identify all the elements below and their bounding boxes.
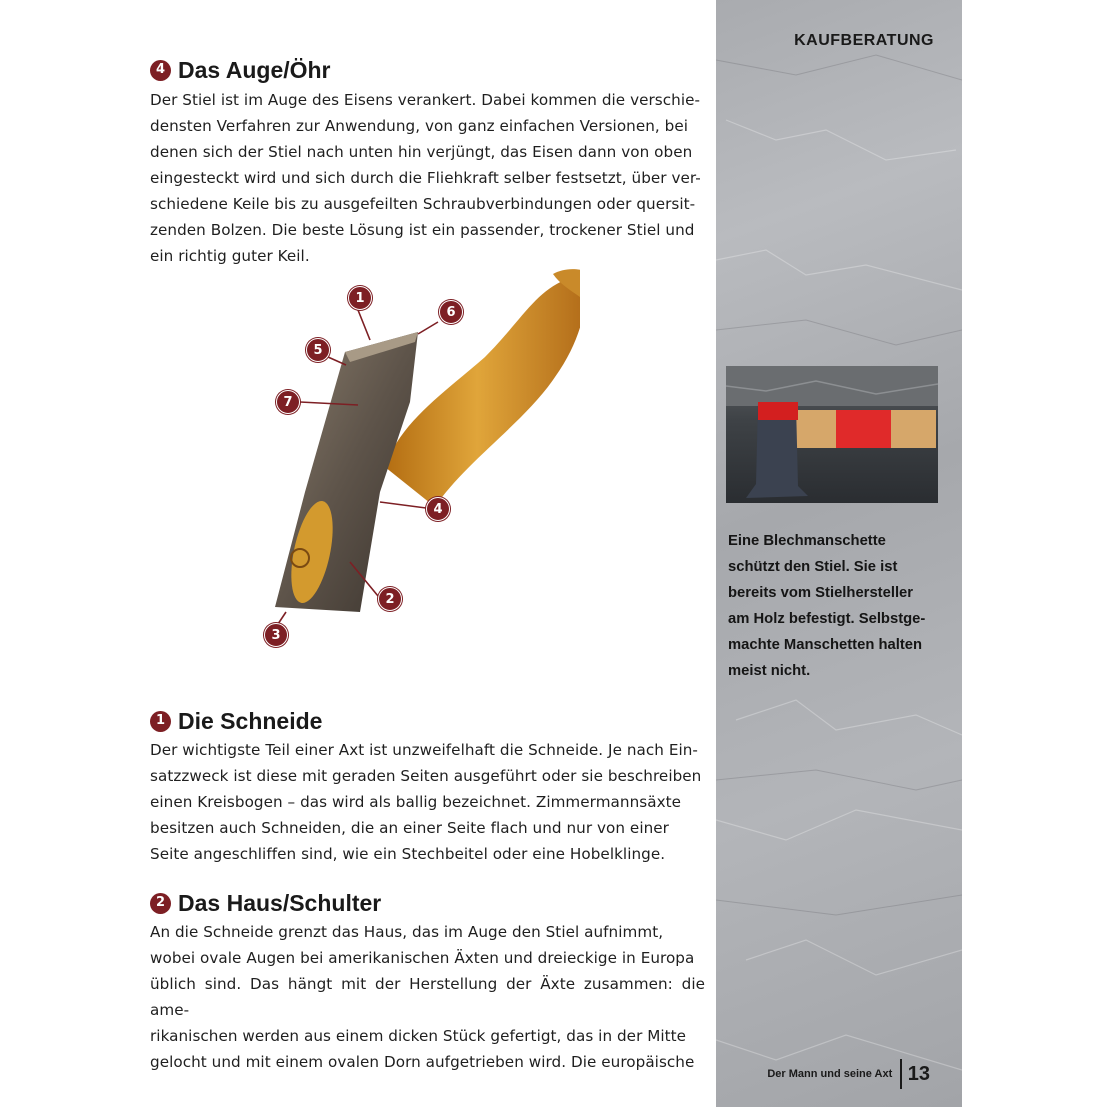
callout-4: 4 bbox=[426, 497, 450, 521]
section-title-haus bbox=[150, 889, 381, 917]
section-number-badge: 2 bbox=[150, 893, 171, 914]
photo-caption bbox=[728, 528, 950, 684]
section-label: KAUFBERATUNG bbox=[794, 32, 934, 49]
section-title-auge bbox=[150, 56, 331, 84]
callout-1: 1 bbox=[348, 286, 372, 310]
axe-photo bbox=[726, 366, 938, 503]
photo-red-band bbox=[758, 402, 798, 420]
axe-handle bbox=[385, 280, 580, 507]
section-title-text: Das Auge/Öhr bbox=[178, 57, 331, 83]
caption-line: am Holz befestigt. Selbstge- bbox=[728, 611, 926, 627]
callout-6: 6 bbox=[439, 300, 463, 324]
section-number-badge: 4 bbox=[150, 60, 171, 81]
text-line: Der wichtigste Teil einer Axt ist unzweifelhaft die Schneide. Je nach Ein- bbox=[150, 741, 698, 759]
photo-metal-collar bbox=[836, 410, 891, 448]
text-line: besitzen auch Schneiden, die an einer Seite flach und nur von einer bbox=[150, 819, 669, 837]
footer-divider bbox=[900, 1059, 902, 1089]
caption-line: Eine Blechmanschette bbox=[728, 533, 886, 549]
paragraph-schneide bbox=[150, 737, 705, 867]
text-line: üblich sind. Das hängt mit der Herstellung der Äxte zusammen: die ame- bbox=[150, 975, 705, 1019]
section-title-text: Das Haus/Schulter bbox=[178, 890, 382, 916]
axe-illustration bbox=[250, 262, 580, 662]
paragraph-haus bbox=[150, 919, 705, 1075]
text-line: Seite angeschliffen sind, wie ein Stechbeitel oder eine Hobelklinge. bbox=[150, 845, 666, 863]
text-line: denen sich der Stiel nach unten hin verjüngt, das Eisen dann von oben bbox=[150, 143, 693, 161]
text-line: eingesteckt wird und sich durch die Fliehkraft selber festsetzt, über ver- bbox=[150, 169, 701, 187]
section-title-schneide bbox=[150, 707, 322, 735]
axe-photo-illustration bbox=[726, 366, 938, 503]
text-line: densten Verfahren zur Anwendung, von ganz einfachen Versionen, bei bbox=[150, 117, 689, 135]
text-line: Der Stiel ist im Auge des Eisens verankert. Dabei kommen die verschie- bbox=[150, 91, 701, 109]
text-line: einen Kreisbogen – das wird als ballig bezeichnet. Zimmermannsäxte bbox=[150, 793, 682, 811]
text-line: schiedene Keile bis zu ausgefeilten Schraubverbindungen oder quersit- bbox=[150, 195, 696, 213]
callout-3: 3 bbox=[264, 623, 288, 647]
caption-line: schützt den Stiel. Sie ist bbox=[728, 559, 898, 575]
paragraph-auge bbox=[150, 87, 705, 269]
caption-line: machte Manschetten halten bbox=[728, 637, 923, 653]
stone-sidebar bbox=[716, 0, 962, 1107]
caption-line: meist nicht. bbox=[728, 663, 811, 679]
section-title-text: Die Schneide bbox=[178, 708, 323, 734]
callout-2: 2 bbox=[378, 587, 402, 611]
callout-7: 7 bbox=[276, 390, 300, 414]
text-line: satzzweck ist diese mit geraden Seiten ausgeführt oder sie beschreiben bbox=[150, 767, 702, 785]
text-line: An die Schneide grenzt das Haus, das im Auge den Stiel aufnimmt, bbox=[150, 923, 664, 941]
page-number: 13 bbox=[907, 1062, 930, 1085]
caption-line: bereits vom Stielhersteller bbox=[728, 585, 914, 601]
section-number-badge: 1 bbox=[150, 711, 171, 732]
page-footer bbox=[767, 1059, 930, 1089]
text-line: wobei ovale Augen bei amerikanischen Äxten und dreieckige in Europa bbox=[150, 949, 695, 967]
book-title: Der Mann und seine Axt bbox=[767, 1068, 893, 1080]
text-line: ein richtig guter Keil. bbox=[150, 247, 310, 265]
text-line: rikanischen werden aus einem dicken Stück gefertigt, das in der Mitte bbox=[150, 1027, 687, 1045]
text-line: zenden Bolzen. Die beste Lösung ist ein passender, trockener Stiel und bbox=[150, 221, 695, 239]
axe-diagram bbox=[250, 262, 580, 662]
callout-5: 5 bbox=[306, 338, 330, 362]
text-line: gelocht und mit einem ovalen Dorn aufgetrieben wird. Die europäische bbox=[150, 1053, 695, 1071]
